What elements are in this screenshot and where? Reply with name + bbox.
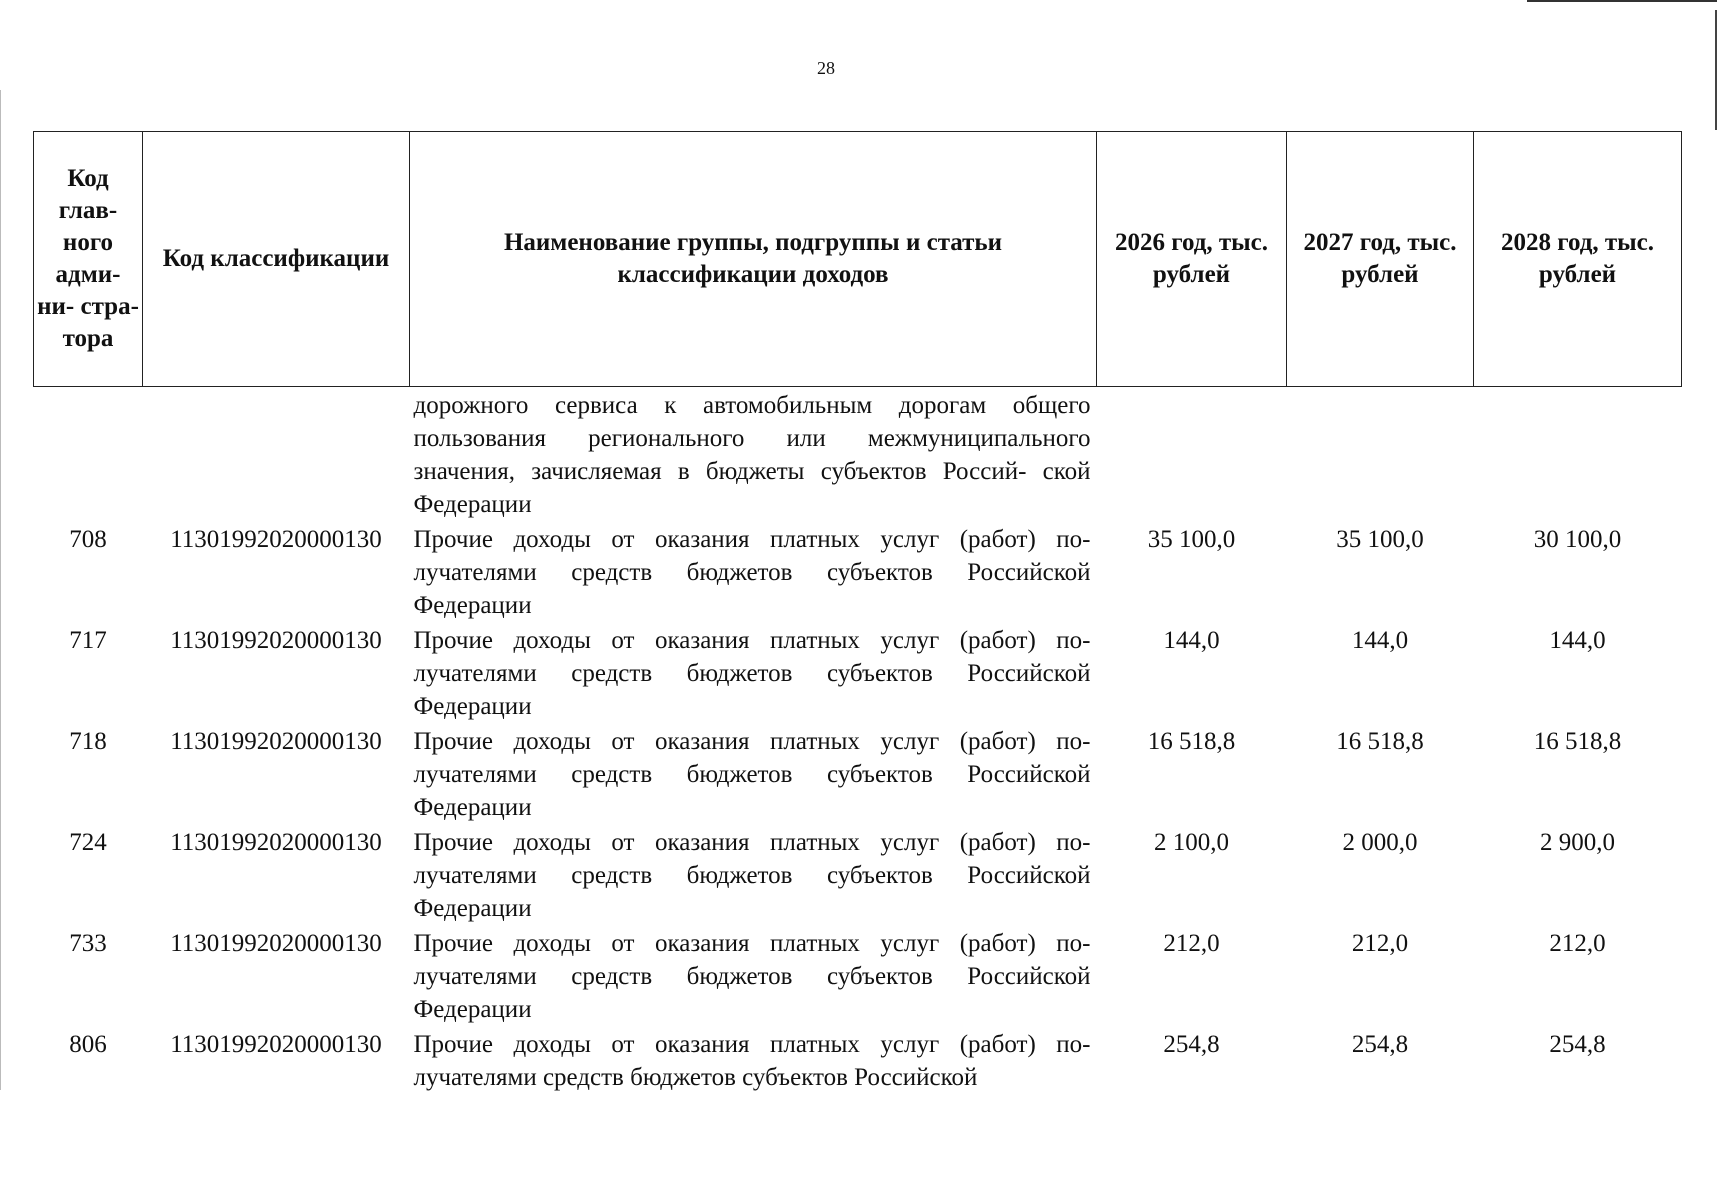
row-2028: 144,0 [1549, 627, 1606, 654]
row-2026: 16 518,8 [1147, 728, 1236, 755]
page-number: 28 [817, 58, 835, 78]
row-2028: 30 100,0 [1533, 526, 1622, 553]
row-2026: 212,0 [1163, 930, 1220, 957]
row-class-code: 11301992020000130 [170, 526, 382, 553]
row-class-code: 11301992020000130 [170, 829, 382, 856]
header-2026: 2026 год, тыс. рублей [1097, 132, 1287, 387]
table-row [34, 523, 1682, 624]
row-2027: 254,8 [1351, 1031, 1409, 1058]
table-row [34, 826, 1682, 927]
table-row [34, 1028, 1682, 1096]
row-2027: 212,0 [1351, 930, 1409, 957]
row-class-code: 11301992020000130 [170, 930, 382, 957]
row-class-code: 11301992020000130 [170, 728, 382, 755]
revenue-table [33, 131, 1682, 1096]
row-name: Прочие доходы от оказания платных услуг (работ) по- лучателями средств бюджетов субъектов Российской Федерации [413, 930, 1091, 1023]
row-admin-code: 717 [69, 627, 107, 654]
row-2026: 144,0 [1163, 627, 1220, 654]
table-row [34, 927, 1682, 1028]
row-admin-code: 806 [69, 1031, 107, 1058]
row-admin-code: 724 [69, 829, 107, 856]
row-2028: 2 900,0 [1540, 829, 1615, 856]
row-2027: 35 100,0 [1336, 526, 1424, 553]
table-row [34, 624, 1682, 725]
header-2028: 2028 год, тыс. рублей [1474, 132, 1682, 387]
row-admin-code: 708 [69, 526, 107, 553]
row-name: Прочие доходы от оказания платных услуг (работ) по- лучателями средств бюджетов субъектов Российской Федерации [413, 829, 1091, 922]
row-2026: 2 100,0 [1154, 829, 1229, 856]
row-class-code: 11301992020000130 [170, 627, 382, 654]
row-2027: 144,0 [1351, 627, 1409, 654]
row-2026: 254,8 [1163, 1031, 1220, 1058]
row-name: Прочие доходы от оказания платных услуг (работ) по- лучателями средств бюджетов субъектов Российской Федерации [413, 627, 1091, 720]
row-2027: 2 000,0 [1342, 829, 1418, 856]
row-name: Прочие доходы от оказания платных услуг (работ) по- лучателями средств бюджетов субъектов Российской Федерации [413, 526, 1091, 619]
table-header [34, 132, 1682, 387]
row-admin-code: 733 [69, 930, 107, 957]
row-2027: 16 518,8 [1336, 728, 1424, 755]
header-2027: 2027 год, тыс. рублей [1287, 132, 1474, 387]
row-2026: 35 100,0 [1147, 526, 1236, 553]
scan-top-rule [1527, 0, 1717, 2]
table-row-carry-over [34, 387, 1682, 524]
table-row [34, 725, 1682, 826]
scan-left-rule [0, 90, 1, 1090]
header-name: Наименование группы, подгруппы и статьи классификации доходов [410, 132, 1097, 387]
header-admin-code: Код глав- ного адми- ни- стра- тора [34, 132, 143, 387]
row-2028: 212,0 [1549, 930, 1606, 957]
row-class-code: 11301992020000130 [170, 1031, 382, 1058]
row-name: Прочие доходы от оказания платных услуг (работ) по- лучателями средств бюджетов субъектов Российской [413, 1031, 1091, 1091]
row-2028: 16 518,8 [1533, 728, 1622, 755]
row-admin-code: 718 [69, 728, 107, 755]
row-2028: 254,8 [1549, 1031, 1606, 1058]
row-name: Прочие доходы от оказания платных услуг (работ) по- лучателями средств бюджетов субъектов Российской Федерации [413, 728, 1091, 821]
row-name: дорожного сервиса к автомобильным дорогам общего пользования регионального или межмуниципального значения, зачисляемая в бюджеты субъектов Россий- ской Федерации [413, 392, 1091, 518]
header-class-code: Код классификации [143, 132, 410, 387]
